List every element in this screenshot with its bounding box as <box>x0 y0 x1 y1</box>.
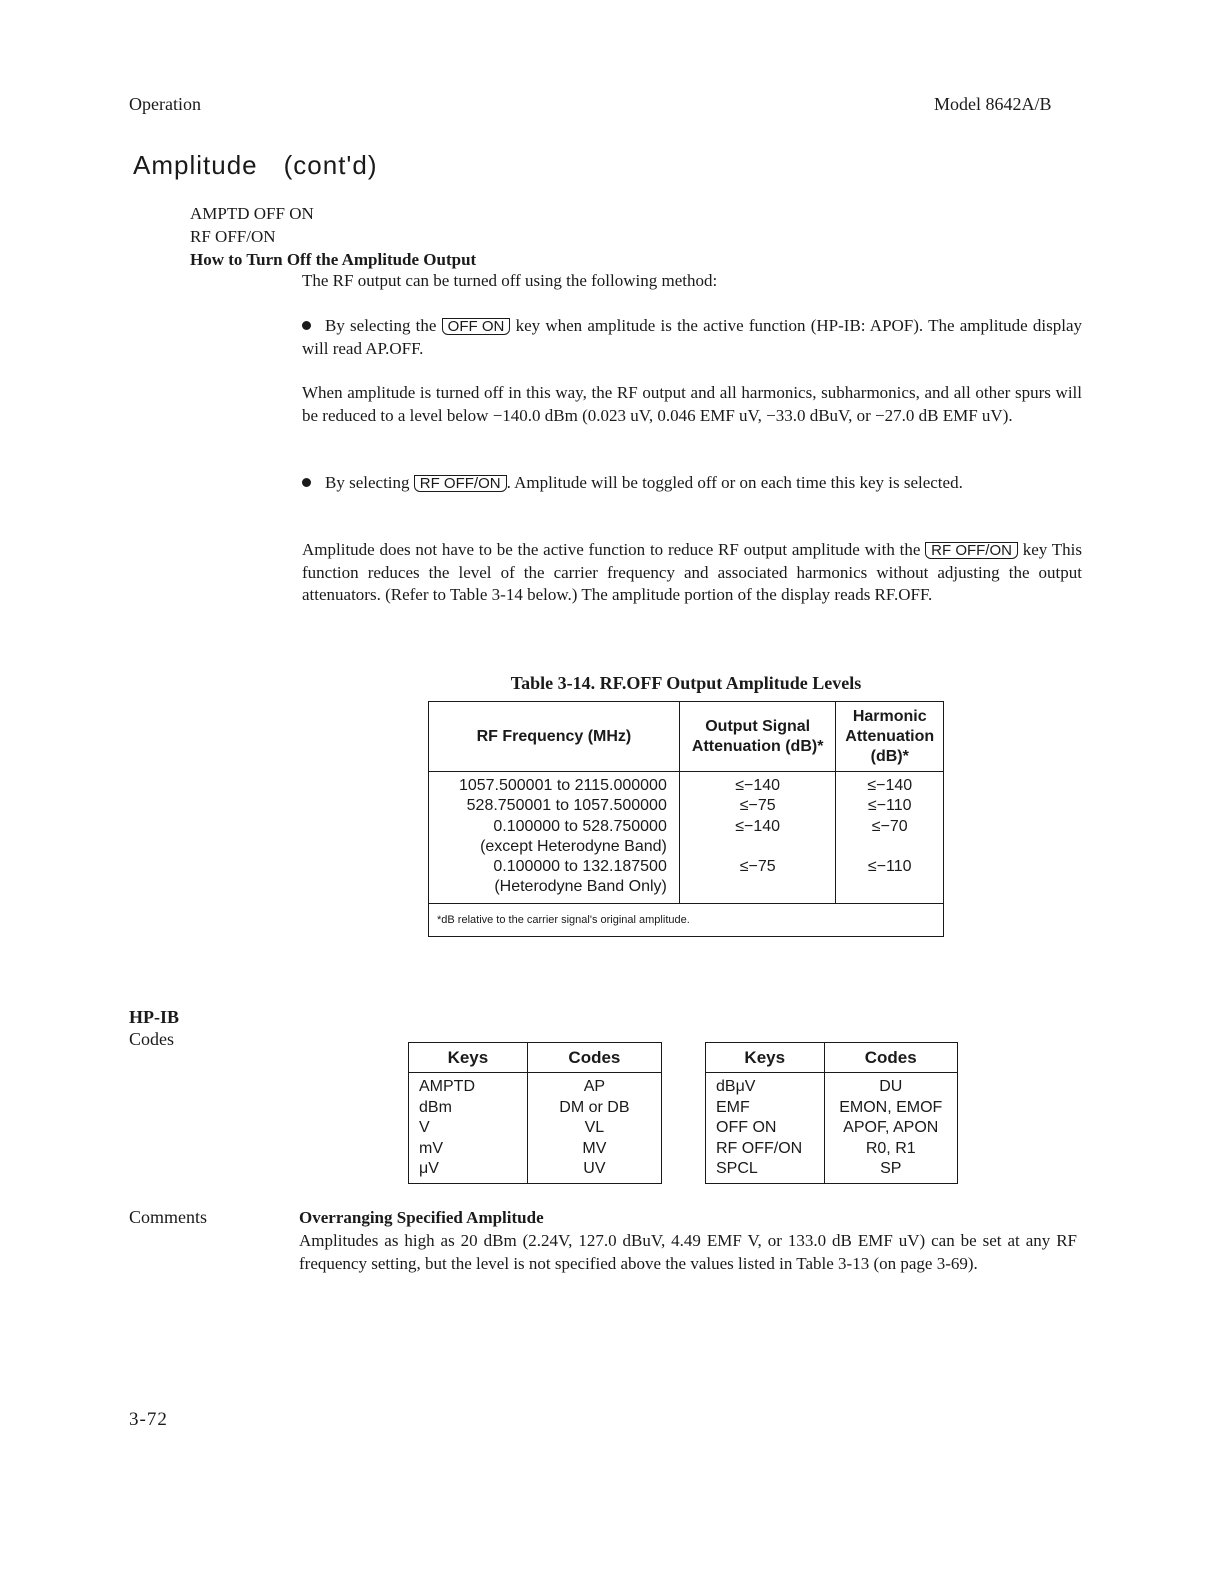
codes-table-right <box>705 1042 958 1184</box>
codes-left-codes <box>527 1073 661 1184</box>
table-cell <box>842 837 937 857</box>
header-left: Operation <box>129 94 201 114</box>
para-amp-post: key This function reduces the level of the carrier frequency and associated harmonics without adjusting the output attenuators. (Refer to Table 3-14 below.) The amplitude portion of the display reads RF.OFF. <box>302 540 1083 604</box>
codes-left-keys <box>409 1073 528 1184</box>
table-caption: Table 3-14. RF.OFF Output Amplitude Levels <box>510 673 862 693</box>
table-cell: ≤−70 <box>871 817 908 835</box>
table-cell: 1057.500001 to 2115.000000 <box>458 777 667 794</box>
table-cell: ≤−140 <box>735 817 781 835</box>
code-cell: R0, R1 <box>865 1139 916 1157</box>
paragraph-amplitude <box>302 539 1082 607</box>
harmonic-column <box>836 772 944 904</box>
title-main: Amplitude <box>133 150 258 180</box>
codes-right-keys <box>706 1073 825 1184</box>
comments-heading: Overranging Specified Amplitude <box>299 1208 544 1227</box>
table-cell: (Heterodyne Band Only) <box>494 878 667 896</box>
codes-label: Codes <box>129 1029 174 1049</box>
page-title <box>133 150 378 181</box>
code-cell: UV <box>583 1160 606 1178</box>
codes-right-header-keys: Keys <box>706 1043 825 1073</box>
paragraph-when: When amplitude is turned off in this way, the RF output and all harmonics, subharmonics, and all other spurs will be reduced to a level below −140.0 dBm (0.023 uV, 0.046 EMF uV, −33.0 dBuV, or −27.0 dB EMF uV). <box>302 383 1082 425</box>
rf-off-levels-table <box>428 701 944 937</box>
section-heading: How to Turn Off the Amplitude Output <box>190 250 477 269</box>
header-right: Model 8642A/B <box>934 94 1052 114</box>
bullet-icon <box>302 478 311 487</box>
rf-off-on-key-label: RF OFF/ON <box>925 542 1018 559</box>
bullet-icon <box>302 321 311 330</box>
subhead-amptd-off-on: AMPTD OFF ON <box>190 204 314 223</box>
table-cell: 528.750001 to 1057.500000 <box>466 797 667 815</box>
code-cell: AP <box>583 1078 606 1095</box>
freq-column <box>429 772 680 904</box>
code-cell: SP <box>880 1160 902 1178</box>
codes-right-codes <box>824 1073 958 1184</box>
off-on-key-label: OFF ON <box>442 318 511 335</box>
table-cell: ≤−75 <box>739 797 776 815</box>
title-suffix: (cont'd) <box>283 150 378 180</box>
table-header-rf-frequency: RF Frequency (MHz) <box>429 702 680 772</box>
key-cell: μV <box>419 1160 439 1178</box>
comments-label: Comments <box>129 1207 208 1227</box>
code-cell: APOF, APON <box>843 1119 939 1137</box>
key-cell: RF OFF/ON <box>716 1139 803 1157</box>
codes-right-header-codes: Codes <box>824 1043 958 1073</box>
table-cell: ≤−75 <box>739 858 776 876</box>
table-header-harmonic-attenuation: Harmonic Attenuation (dB)* <box>836 702 944 772</box>
bullet1-pre: By selecting the <box>325 316 437 335</box>
key-cell: SPCL <box>716 1160 758 1178</box>
table-cell: ≤−110 <box>867 858 912 876</box>
comments-text: Amplitudes as high as 20 dBm (2.24V, 127.0 dBuV, 4.49 EMF V, or 133.0 dB EMF uV) can be set at any RF frequency setting, but the level is not specified above the values listed in Table 3-13 (on page 3-69). <box>299 1231 1077 1273</box>
table-cell <box>686 837 830 857</box>
codes-table-left <box>408 1042 662 1184</box>
code-cell: DM or DB <box>559 1098 630 1116</box>
code-cell: EMON, EMOF <box>839 1098 943 1116</box>
code-cell: MV <box>582 1139 607 1157</box>
key-cell: dBμV <box>716 1078 756 1095</box>
table-cell: 0.100000 to 528.750000 <box>493 817 667 835</box>
intro-text: The RF output can be turned off using the following method: <box>302 271 718 290</box>
bullet2-pre: By selecting <box>325 473 410 492</box>
table-cell: (except Heterodyne Band) <box>480 837 667 855</box>
table-cell: ≤−140 <box>735 777 781 794</box>
subhead-rf-off-on: RF OFF/ON <box>190 227 276 246</box>
hpib-label: HP-IB <box>129 1007 180 1027</box>
table-cell: 0.100000 to 132.187500 <box>493 858 667 876</box>
rf-off-on-key-label: RF OFF/ON <box>414 475 507 492</box>
output-column <box>679 772 836 904</box>
table-cell: ≤−110 <box>867 797 912 815</box>
table-cell: ≤−140 <box>867 777 913 794</box>
bullet1-post: key when amplitude is the active function (HP-IB: APOF). The amplitude display will read AP.OFF. <box>302 316 1083 358</box>
key-cell: OFF ON <box>716 1119 777 1137</box>
code-cell: DU <box>879 1078 903 1095</box>
para-amp-pre: Amplitude does not have to be the active function to reduce RF output amplitude with the <box>302 540 921 559</box>
bullet-paragraph-1 <box>302 315 1082 360</box>
table-header-output-attenuation: Output Signal Attenuation (dB)* <box>679 702 836 772</box>
page-number: 3-72 <box>129 1409 168 1430</box>
key-cell: dBm <box>419 1098 452 1116</box>
codes-left-header-keys: Keys <box>409 1043 528 1073</box>
bullet-paragraph-2 <box>302 472 1082 495</box>
key-cell: mV <box>419 1139 443 1157</box>
bullet2-post: . Amplitude will be toggled off or on each time this key is selected. <box>506 473 963 492</box>
key-cell: V <box>419 1119 430 1137</box>
table-footnote: *dB relative to the carrier signal's original amplitude. <box>429 904 944 937</box>
codes-left-header-codes: Codes <box>527 1043 661 1073</box>
code-cell: VL <box>584 1119 605 1137</box>
key-cell: EMF <box>716 1098 750 1116</box>
key-cell: AMPTD <box>419 1078 475 1095</box>
